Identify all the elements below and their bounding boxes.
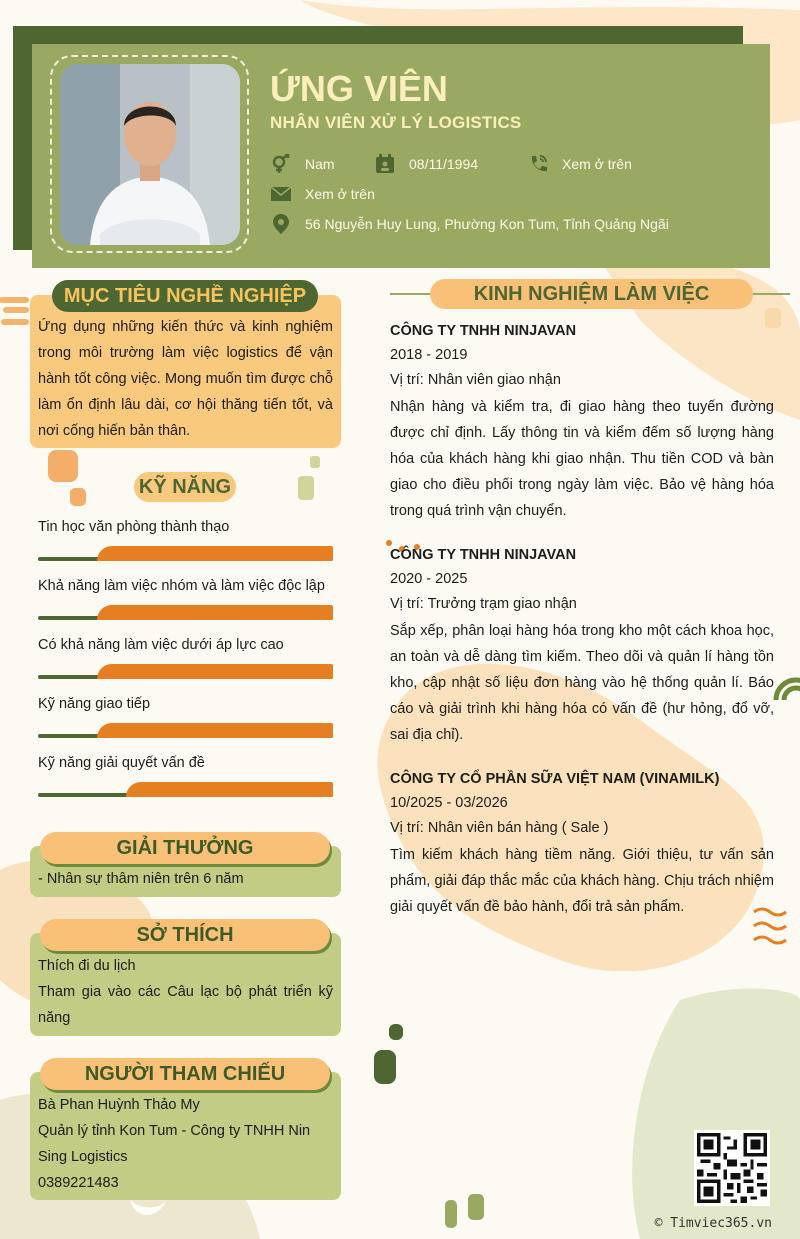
experience-description: Sắp xếp, phân loại hàng hóa trong kho một cách khoa học, an toàn và dễ dàng tìm kiếm. Theo dõi và quản lí hàng tồn kho, cập nhật số liệu đơn hàng vào hệ thống quản lí. Báo cáo và giải trình khi hàng hóa có vấn đề (hư hỏng, đổ vỡ, sai địa chỉ).	[390, 623, 774, 743]
address-info	[270, 213, 669, 235]
qr-code-image	[697, 1133, 767, 1203]
objective-title: MỤC TIÊU NGHỀ NGHIỆP	[52, 280, 318, 312]
qr-code[interactable]	[694, 1130, 770, 1206]
experience-position: Vị trí: Trưởng trạm giao nhận	[390, 596, 577, 612]
profile-photo	[60, 64, 240, 245]
experience-position: Vị trí: Nhân viên bán hàng ( Sale )	[390, 820, 609, 836]
mail-icon	[270, 183, 292, 205]
skill-bar-fill	[126, 782, 333, 797]
hobbies-title: SỞ THÍCH	[40, 919, 330, 951]
gender-info	[270, 153, 335, 175]
candidate-role: NHÂN VIÊN XỬ LÝ LOGISTICS	[270, 113, 522, 132]
skill-bar-fill	[97, 605, 333, 620]
objective-text: Ứng dụng những kiến thức và kinh nghiệm trong môi trường làm việc logistics để vận hành tốt công việc. Mong muốn tìm được chỗ làm ổn định lâu dài, cơ hội thăng tiến tốt, và nơi cống hiến bản thân.	[38, 319, 333, 439]
hobby-item: Thích đi du lịch	[38, 958, 136, 974]
reference-phone: 0389221483	[38, 1175, 119, 1191]
hobby-item: Tham gia vào các Câu lạc bộ phát triển kỹ năng	[38, 984, 333, 1026]
experience-description: Tìm kiếm khách hàng tiềm năng. Giới thiệu, tư vấn sản phẩm, giải đáp thắc mắc của khách hàng. Chịu trách nhiệm giải quyết vấn đề bảo hành, đổi trả sản phẩm.	[390, 847, 774, 915]
phone-icon	[527, 153, 549, 175]
experience-period: 2020 - 2025	[390, 571, 468, 587]
calendar-icon	[374, 153, 396, 175]
skill-label: Tin học văn phòng thành thạo	[38, 519, 230, 535]
skill-label: Kỹ năng giải quyết vấn đề	[38, 755, 205, 771]
skill-bar-fill	[97, 723, 333, 738]
skill-bar-fill	[97, 664, 333, 679]
candidate-name: ỨNG VIÊN	[270, 68, 448, 109]
email-info	[270, 183, 375, 205]
location-pin-icon	[270, 213, 292, 235]
phone-info	[527, 153, 632, 175]
award-item: - Nhân sự thâm niên trên 6 năm	[38, 871, 244, 887]
experience-period: 10/2025 - 03/2026	[390, 795, 508, 811]
skill-label: Kỹ năng giao tiếp	[38, 696, 151, 712]
reference-name: Bà Phan Huỳnh Thảo My	[38, 1097, 200, 1113]
awards-title: GIẢI THƯỞNG	[40, 832, 330, 864]
experience-period: 2018 - 2019	[390, 347, 468, 363]
experience-description: Nhận hàng và kiểm tra, đi giao hàng theo tuyến đường được chỉ định. Lấy thông tin và kiểm đếm số lượng hàng hóa của khách hàng khi giao nhận. Thu tiền COD và bàn giao cho điều phối trong ngày làm việc. Bảo vệ hàng hóa trong quá trình vận chuyển.	[390, 399, 774, 519]
experience-company: CÔNG TY TNHH NINJAVAN	[390, 547, 577, 563]
skills-title: KỸ NĂNG	[134, 472, 236, 502]
birthdate-value: 08/11/1994	[409, 156, 479, 172]
experience-company: CÔNG TY TNHH NINJAVAN	[390, 323, 577, 339]
skill-label: Có khả năng làm việc dưới áp lực cao	[38, 637, 284, 653]
references-title: NGƯỜI THAM CHIẾU	[40, 1058, 330, 1090]
experience-position: Vị trí: Nhân viên giao nhận	[390, 372, 561, 388]
gender-icon	[270, 153, 292, 175]
phone-value: Xem ở trên	[562, 156, 632, 172]
birthdate-info	[374, 153, 478, 175]
email-value: Xem ở trên	[305, 186, 375, 202]
skill-bar-fill	[97, 546, 333, 561]
experience-company: CÔNG TY CỔ PHẦN SỮA VIỆT NAM (VINAMILK)	[390, 771, 720, 787]
skill-label: Khả năng làm việc nhóm và làm việc độc lập	[38, 578, 325, 594]
reference-position: Quản lý tỉnh Kon Tum - Công ty TNHH Nin Sing Logistics	[38, 1123, 311, 1165]
gender-value: Nam	[305, 156, 335, 172]
experience-title: KINH NGHIỆM LÀM VIỆC	[430, 279, 753, 309]
profile-photo-image	[60, 64, 240, 245]
footer-brand: © Timviec365.vn	[654, 1216, 772, 1231]
address-value: 56 Nguyễn Huy Lung, Phường Kon Tum, Tỉnh Quảng Ngãi	[305, 216, 669, 232]
